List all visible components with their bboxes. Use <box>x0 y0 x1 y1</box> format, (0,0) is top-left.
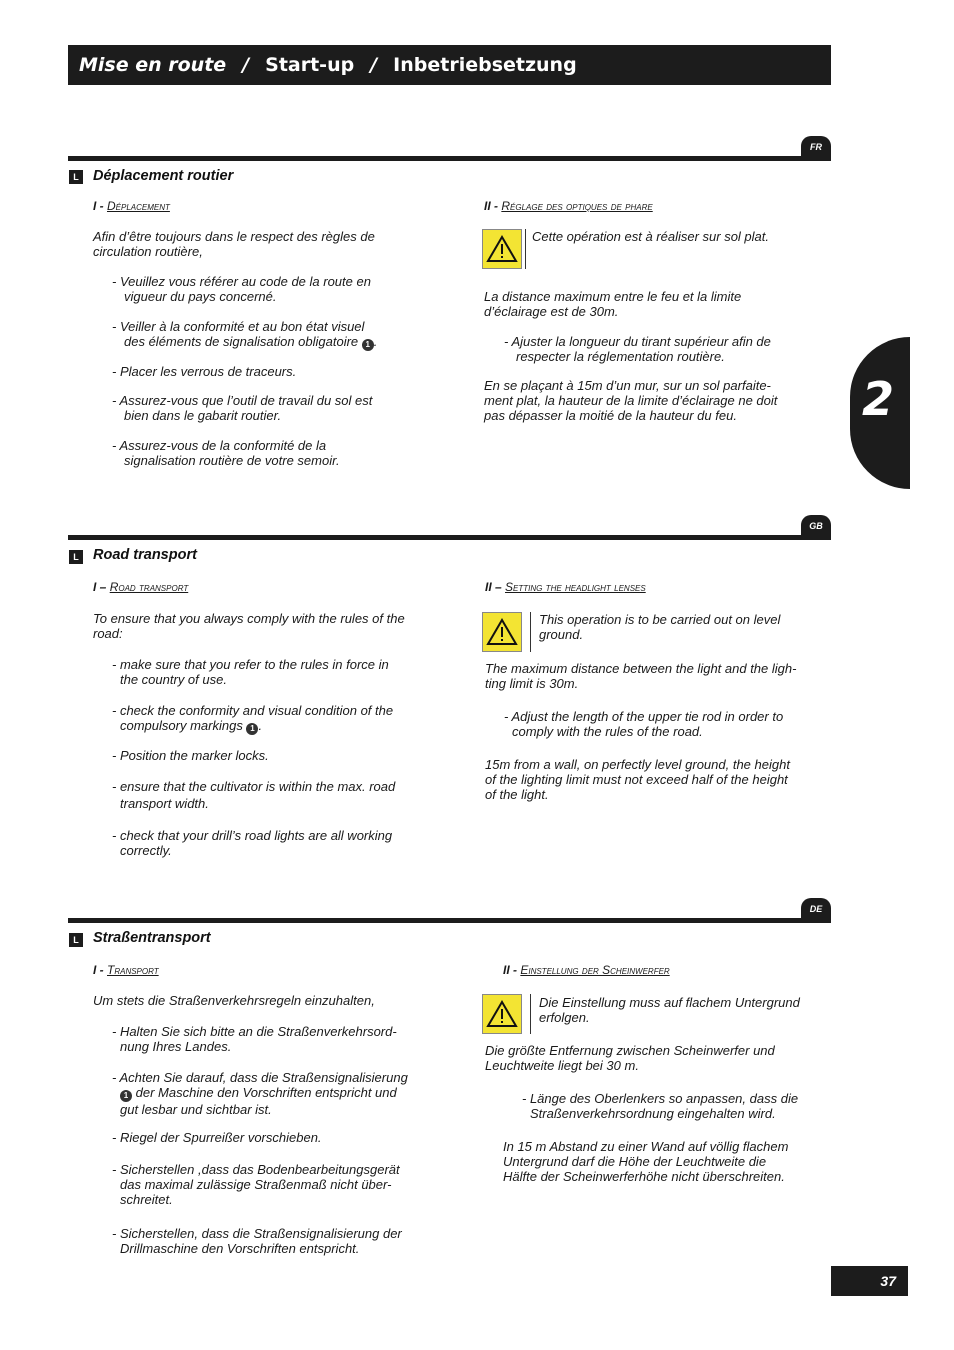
title-de: Inbetriebsetzung <box>393 54 577 76</box>
warning-icon <box>482 229 522 269</box>
subsection-title: I – Road transport <box>93 580 189 594</box>
list-item: - Länge des Oberlenkers so anpassen, dass die Straßenverkehrsordnung eingehalten wird. <box>522 1091 799 1121</box>
list-item: - Veiller à la conformité et au bon état visuel des éléments de signalisation obligatoire 1 . <box>112 319 378 349</box>
section-marker: L <box>69 170 83 184</box>
list-item: - check the conformity and visual condition of the compulsory markings 1 . <box>112 703 394 733</box>
subsection-title: II – Setting the headlight lenses <box>485 580 646 594</box>
lang-badge-gb: GB <box>801 515 831 536</box>
section-heading-de: Straßentransport <box>93 930 211 946</box>
reference-marker-icon: 1 <box>362 339 374 351</box>
section-divider <box>68 535 831 540</box>
warning-icon <box>482 612 522 652</box>
list-item: - Assurez-vous de la conformité de la signalisation routière de votre semoir. <box>112 438 340 468</box>
list-item: - Placer les verrous de traceurs. <box>112 364 297 379</box>
paragraph: Die größte Entfernung zwischen Scheinwerfer und Leuchtweite liegt bei 30 m. <box>485 1043 775 1073</box>
page-number: 37 <box>831 1266 908 1296</box>
list-item: - Sicherstellen ,dass das Bodenbearbeitungsgerät das maximal zulässige Straßenmaß nicht über- schreitet. <box>112 1162 400 1207</box>
title-separator: / <box>242 54 250 76</box>
paragraph: Afin d’être toujours dans le respect des règles de circulation routière, <box>93 229 375 259</box>
chapter-number: 2 <box>862 372 895 426</box>
paragraph: In 15 m Abstand zu einer Wand auf völlig flachem Untergrund darf die Höhe der Leuchtweite die Hälfte der Scheinwerferhöhe nicht überschreiten. <box>503 1139 789 1184</box>
section-heading-fr: Déplacement routier <box>93 168 234 184</box>
list-item: - make sure that you refer to the rules in force in the country of use. <box>112 657 389 687</box>
reference-marker-icon: 1 <box>246 723 258 735</box>
title-gb: Start-up <box>265 54 355 76</box>
list-item: - Sicherstellen, dass die Straßensignalisierung der Drillmaschine den Vorschriften entspricht. <box>112 1226 402 1256</box>
paragraph: En se plaçant à 15m d’un mur, sur un sol parfaite- ment plat, la hauteur de la limite d’éclairage ne doit pas dépasser la moitié de la hauteur du feu. <box>484 378 778 423</box>
list-item: - Halten Sie sich bitte an die Straßenverkehrsord- nung Ihres Landes. <box>112 1024 397 1054</box>
subsection-title: I - Déplacement <box>93 199 170 213</box>
warning-divider <box>525 229 526 269</box>
warning-text: Die Einstellung muss auf flachem Untergrund erfolgen. <box>539 995 800 1025</box>
title-separator: / <box>370 54 378 76</box>
warning-text: Cette opération est à réaliser sur sol plat. <box>532 229 770 244</box>
list-item: - Riegel der Spurreißer vorschieben. <box>112 1130 322 1145</box>
paragraph: To ensure that you always comply with the rules of the road: <box>93 611 405 641</box>
section-divider <box>68 918 831 923</box>
list-item: - check that your drill’s road lights are all working correctly. <box>112 828 393 858</box>
title-fr: Mise en route <box>79 54 227 76</box>
list-item: - ensure that the cultivator is within the max. road transport width. <box>112 779 396 811</box>
warning-divider <box>530 612 531 652</box>
reference-marker-icon: 1 <box>120 1090 132 1102</box>
lang-badge-de: DE <box>801 898 831 919</box>
list-item: - Ajuster la longueur du tirant supérieur afin de respecter la réglementation routière. <box>504 334 771 364</box>
list-item: - Assurez-vous que l’outil de travail du sol est bien dans le gabarit routier. <box>112 393 373 423</box>
list-item: - Veuillez vous référer au code de la route en vigueur du pays concerné. <box>112 274 371 304</box>
section-marker: L <box>69 550 83 564</box>
subsection-title: II - Réglage des optiques de phare <box>484 199 653 213</box>
list-item: - Achten Sie darauf, dass die Straßensignalisierung 1 der Maschine den Vorschriften entspricht und gut lesbar und sichtbar ist. <box>112 1070 408 1117</box>
warning-divider <box>530 994 531 1034</box>
subsection-title: II - Einstellung der Scheinwerfer <box>503 963 670 977</box>
section-heading-gb: Road transport <box>93 547 197 563</box>
section-marker: L <box>69 933 83 947</box>
warning-icon <box>482 994 522 1034</box>
lang-badge-fr: FR <box>801 136 831 157</box>
list-item: - Position the marker locks. <box>112 748 269 763</box>
section-divider <box>68 156 831 161</box>
warning-text: This operation is to be carried out on level ground. <box>539 612 781 642</box>
paragraph: The maximum distance between the light and the ligh- ting limit is 30m. <box>485 661 797 691</box>
paragraph: Um stets die Straßenverkehrsregeln einzuhalten, <box>93 993 375 1008</box>
subsection-title: I - Transport <box>93 963 159 977</box>
paragraph: La distance maximum entre le feu et la limite d’éclairage est de 30m. <box>484 289 742 319</box>
list-item: - Adjust the length of the upper tie rod in order to comply with the rules of the road. <box>504 709 784 739</box>
paragraph: 15m from a wall, on perfectly level ground, the height of the lighting limit must not exceed half of the height of the light. <box>485 757 790 802</box>
page-title-bar <box>68 45 831 85</box>
